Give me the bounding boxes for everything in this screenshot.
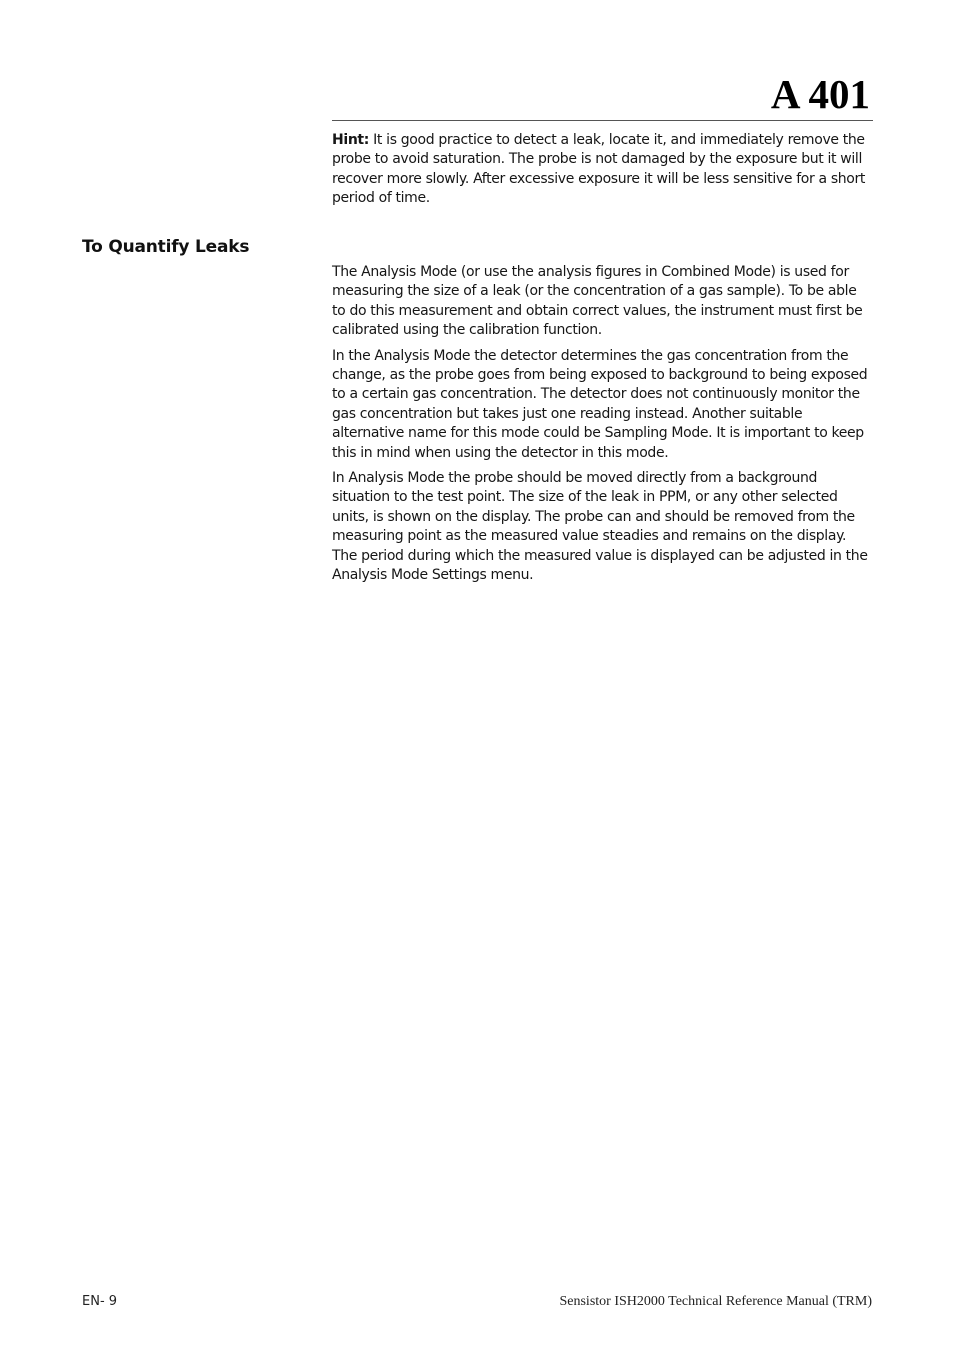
manual-title: Sensistor ISH2000 Technical Reference Manual (TRM) xyxy=(559,1294,872,1309)
section-heading: To Quantify Leaks xyxy=(82,237,250,257)
body-paragraph-3: In Analysis Mode the probe should be moved directly from a background situation to the test point. The size of the leak in PPM, or any other selected units, is shown on the display. The probe can and should be removed from the measuring point as the measured value steadies and remains on the display. The period during which the measured value is displayed can be adjusted in the Analysis Mode Settings menu. xyxy=(332,470,868,584)
body-paragraph-1: The Analysis Mode (or use the analysis figures in Combined Mode) is used for measuring the size of a leak (or the concentration of a gas sample). To be able to do this measurement and obtain correct values, the instrument must first be calibrated using the calibration function. xyxy=(332,264,863,339)
hint-paragraph xyxy=(332,131,873,209)
hint-block xyxy=(332,131,873,209)
page-number: EN- 9 xyxy=(82,1294,118,1309)
header-divider xyxy=(332,120,873,121)
document-code-title: A 401 xyxy=(770,71,870,117)
hint-text: It is good practice to detect a leak, locate it, and immediately remove the probe to avoid saturation. The probe is not damaged by the exposure but it will recover more slowly. After excessive exposure it will be less sensitive for a short period of time. xyxy=(332,132,866,207)
section-body xyxy=(332,263,873,586)
hint-label: Hint: xyxy=(332,132,370,148)
body-paragraph-2: In the Analysis Mode the detector determines the gas concentration from the change, as the probe goes from being exposed to background to being exposed to a certain gas concentration. The detector does not continuously monitor the gas concentration but takes just one reading instead. Another suitable alternative name for this mode could be Sampling Mode. It is important to keep this in mind when using the detector in this mode. xyxy=(332,347,868,461)
